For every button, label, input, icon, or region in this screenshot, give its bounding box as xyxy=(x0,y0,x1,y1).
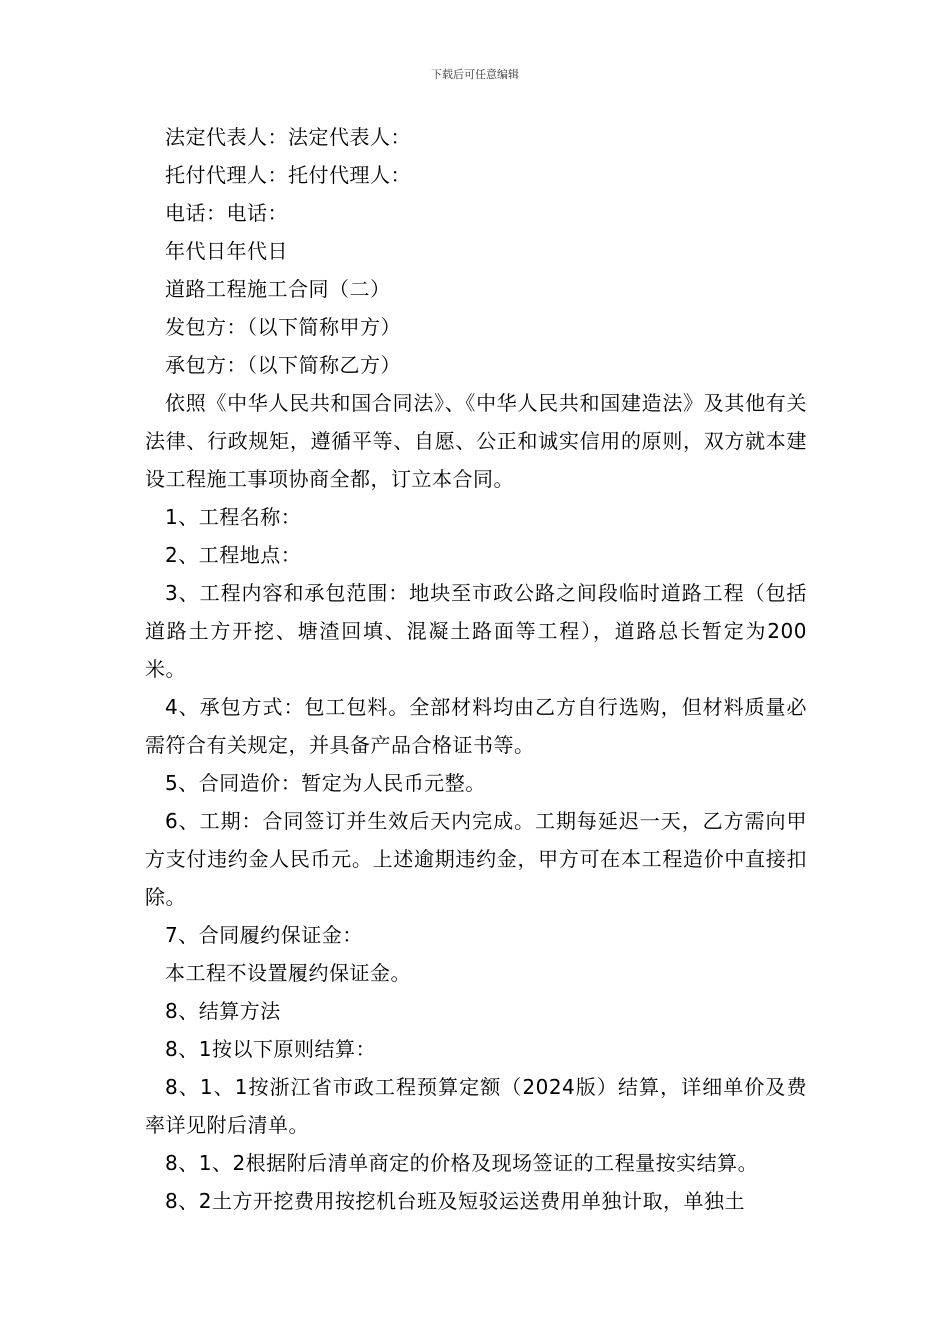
legal-representative-line: 法定代表人：法定代表人： xyxy=(165,125,411,149)
clause-3-scope: 3、工程内容和承包范围：地块至市政公路之间段临时道路工程（包括道路土方开挖、塘渣回填、混凝土路面等工程），道路总长暂定为200米。 xyxy=(145,581,807,681)
clause-4-contract-method: 4、承包方式：包工包料。全部材料均由乙方自行选购，但材料质量必需符合有关规定，并具备产品合格证书等。 xyxy=(145,695,807,757)
clause-8-1: 8、1按以下原则结算： xyxy=(165,1037,376,1061)
phone-line: 电话：电话： xyxy=(165,201,288,225)
clause-8-1-2: 8、1、2根据附后清单商定的价格及现场签证的工程量按实结算。 xyxy=(165,1151,759,1175)
contract-title: 道路工程施工合同（二） xyxy=(165,277,391,301)
date-line: 年代日年代日 xyxy=(165,239,288,263)
employer-line: 发包方：（以下简称甲方） xyxy=(165,315,401,339)
agent-line: 托付代理人：托付代理人： xyxy=(165,163,411,187)
clause-2-project-location: 2、工程地点： xyxy=(165,543,302,567)
clause-7-bond-detail: 本工程不设置履约保证金。 xyxy=(165,961,411,985)
clause-1-project-name: 1、工程名称： xyxy=(165,505,302,529)
clause-8-settlement: 8、结算方法 xyxy=(165,999,281,1023)
clause-6-duration: 6、工期：合同签订并生效后天内完成。工期每延迟一天，乙方需向甲方支付违约金人民币元。上述逾期违约金，甲方可在本工程造价中直接扣除。 xyxy=(145,809,807,909)
page-header-note: 下载后可任意编辑 xyxy=(431,68,519,81)
clause-8-1-1: 8、1、1按浙江省市政工程预算定额（2024版）结算，详细单价及费率详见附后清单。 xyxy=(145,1075,807,1137)
clause-5-contract-price: 5、合同造价：暂定为人民币元整。 xyxy=(165,771,486,795)
clause-8-2: 8、2土方开挖费用按挖机台班及短驳运送费用单独计取，单独土 xyxy=(165,1189,745,1213)
clause-7-performance-bond: 7、合同履约保证金： xyxy=(165,923,363,947)
contractor-line: 承包方：（以下简称乙方） xyxy=(165,353,401,377)
document-body xyxy=(145,118,807,1220)
preamble-paragraph: 依照《中华人民共和国合同法》、《中华人民共和国建造法》及其他有关法律、行政规矩，遵循平等、自愿、公正和诚实信用的原则，双方就本建设工程施工事项协商全都，订立本合同。 xyxy=(145,391,807,491)
